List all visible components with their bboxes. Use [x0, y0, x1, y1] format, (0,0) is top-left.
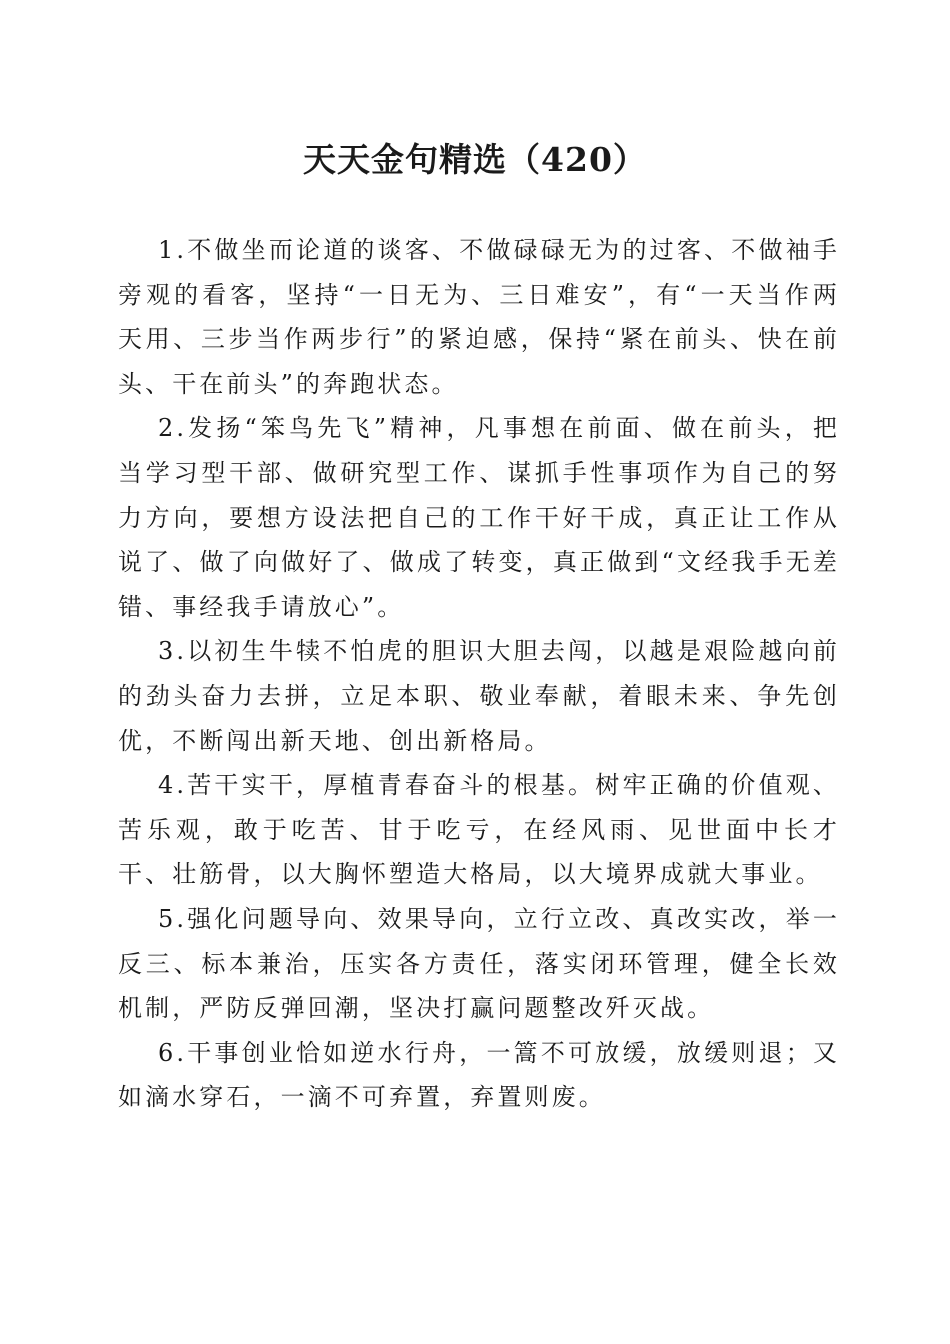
- paragraph-1: 1.不做坐而论道的谈客、不做碌碌无为的过客、不做袖手旁观的看客，坚持“一日无为、三日难安”，有“一天当作两天用、三步当作两步行”的紧迫感，保持“紧在前头、快在前头、干在前头”的奔跑状态。: [118, 236, 840, 398]
- paragraph-4: 4.苦干实干，厚植青春奋斗的根基。树牢正确的价值观、苦乐观，敢于吃苦、甘于吃亏，在经风雨、见世面中长才干、壮筋骨，以大胸怀塑造大格局，以大境界成就大事业。: [118, 771, 840, 889]
- paragraph-3: 3.以初生牛犊不怕虎的胆识大胆去闯，以越是艰险越向前的劲头奋力去拼，立足本职、敬业奉献，着眼未来、争先创优，不断闯出新天地、创出新格局。: [118, 637, 840, 755]
- paragraph-5: 5.强化问题导向、效果导向，立行立改、真改实改，举一反三、标本兼治，压实各方责任，落实闭环管理，健全长效机制，严防反弹回潮，坚决打赢问题整改歼灭战。: [118, 904, 840, 1023]
- paragraph-6: 6.干事创业恰如逆水行舟，一篙不可放缓，放缓则退；又如滴水穿石，一滴不可弃置，弃置则废。: [118, 1038, 840, 1112]
- document-body: [118, 228, 840, 1120]
- document-title: 天天金句精选（420）: [303, 140, 647, 179]
- paragraph-2: 2.发扬“笨鸟先飞”精神，凡事想在前面、做在前头，把当学习型干部、做研究型工作、谋抓手性事项作为自己的努力方向，要想方设法把自己的工作干好干成，真正让工作从说了、做了向做好了、做成了转变，真正做到“文经我手无差错、事经我手请放心”。: [118, 414, 840, 621]
